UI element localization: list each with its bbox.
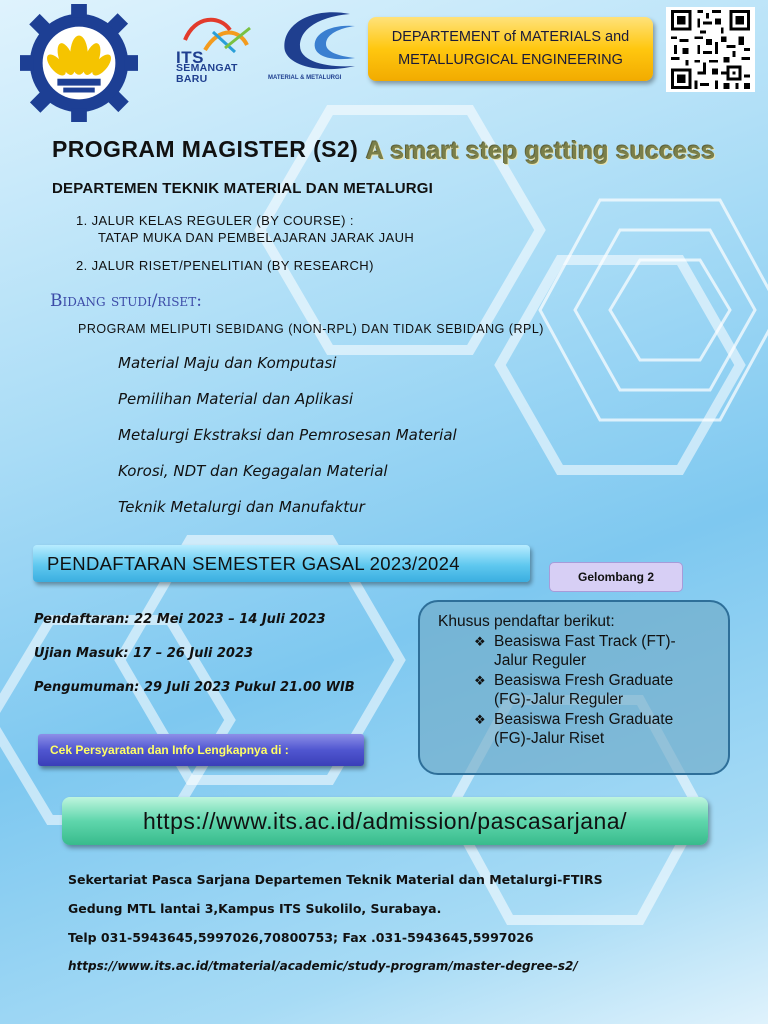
jalur-reguler xyxy=(76,212,414,246)
footer-phone: Telp 031-5943645,5997026,70800753; Fax .031-5943645,5997026 xyxy=(68,930,534,945)
department-title: DEPARTEMEN TEKNIK MATERIAL DAN METALURGI xyxy=(52,180,434,197)
registration-dates xyxy=(34,612,355,714)
study-field: Teknik Metalurgi dan Manufaktur xyxy=(118,498,365,516)
material-metalurgi-logo xyxy=(270,6,360,86)
department-banner xyxy=(368,17,653,81)
footer-address: Gedung MTL lantai 3,Kampus ITS Sukolilo, Surabaya. xyxy=(68,901,442,916)
special-heading: Khusus pendaftar berikut: xyxy=(438,613,615,630)
list-item: ❖ Beasiswa Fresh Graduate (FG)-Jalur Riset xyxy=(474,710,674,747)
diamond-bullet-icon: ❖ xyxy=(474,711,486,727)
special-applicants-box xyxy=(418,600,730,775)
department-banner-line2: METALLURGICAL ENGINEERING xyxy=(398,52,623,68)
date-pengumuman: Pengumuman: 29 Juli 2023 Pukul 21.00 WIB xyxy=(34,680,355,695)
list-item: ❖ Beasiswa Fast Track (FT)- Jalur Reguler xyxy=(474,632,676,669)
date-ujian-masuk: Ujian Masuk: 17 – 26 Juli 2023 xyxy=(34,646,254,661)
study-field-list xyxy=(118,354,457,534)
diamond-bullet-icon: ❖ xyxy=(474,633,486,649)
its-logo-line2: SEMANGAT xyxy=(176,62,238,74)
secretariat-footer xyxy=(68,872,603,988)
its-gear-logo xyxy=(20,4,138,122)
jalur-reguler-line1: 1. JALUR KELAS REGULER (BY COURSE) : xyxy=(76,213,354,228)
jalur-reguler-line2: TATAP MUKA DAN PEMBELAJARAN JARAK JAUH xyxy=(98,230,415,245)
study-field: Metalurgi Ekstraksi dan Pemrosesan Material xyxy=(118,426,457,444)
its-logo-title: ITS xyxy=(176,48,204,67)
list-item: ❖ Beasiswa Fresh Graduate (FG)-Jalur Reguler xyxy=(474,671,674,708)
bidang-description: PROGRAM MELIPUTI SEBIDANG (NON-RPL) DAN TIDAK SEBIDANG (RPL) xyxy=(78,322,544,336)
info-requirements-button[interactable]: Cek Persyaratan dan Info Lengkapnya di : xyxy=(38,734,364,766)
its-logo-line3: BARU xyxy=(176,73,208,85)
department-banner-line1: DEPARTEMENT of MATERIALS and xyxy=(391,29,630,45)
program-tagline: A smart step getting success xyxy=(366,137,716,165)
diamond-bullet-icon: ❖ xyxy=(474,672,486,688)
date-pendaftaran: Pendaftaran: 22 Mei 2023 – 14 Juli 2023 xyxy=(34,612,326,627)
dept-logo-caption: MATERIAL & METALURGI xyxy=(268,75,342,81)
admission-url-link[interactable]: https://www.its.ac.id/admission/pascasarjana/ xyxy=(62,797,708,845)
wave-badge: Gelombang 2 xyxy=(549,562,683,592)
study-field: Korosi, NDT dan Kegagalan Material xyxy=(118,462,388,480)
bidang-heading: Bidang studi/riset: xyxy=(50,291,202,311)
its-logo-text xyxy=(176,48,238,85)
footer-program-url[interactable]: https://www.its.ac.id/tmaterial/academic/study-program/master-degree-s2/ xyxy=(68,959,578,973)
study-field: Material Maju dan Komputasi xyxy=(118,354,337,372)
study-field: Pemilihan Material dan Aplikasi xyxy=(118,390,354,408)
program-title: PROGRAM MAGISTER (S2) xyxy=(52,136,359,162)
qr-code-icon[interactable] xyxy=(666,7,755,92)
jalur-riset: 2. JALUR RISET/PENELITIAN (BY RESEARCH) xyxy=(76,258,374,273)
footer-secretariat: Sekertariat Pasca Sarjana Departemen Teknik Material dan Metalurgi-FTIRS xyxy=(68,872,603,887)
registration-banner: PENDAFTARAN SEMESTER GASAL 2023/2024 xyxy=(33,545,530,582)
